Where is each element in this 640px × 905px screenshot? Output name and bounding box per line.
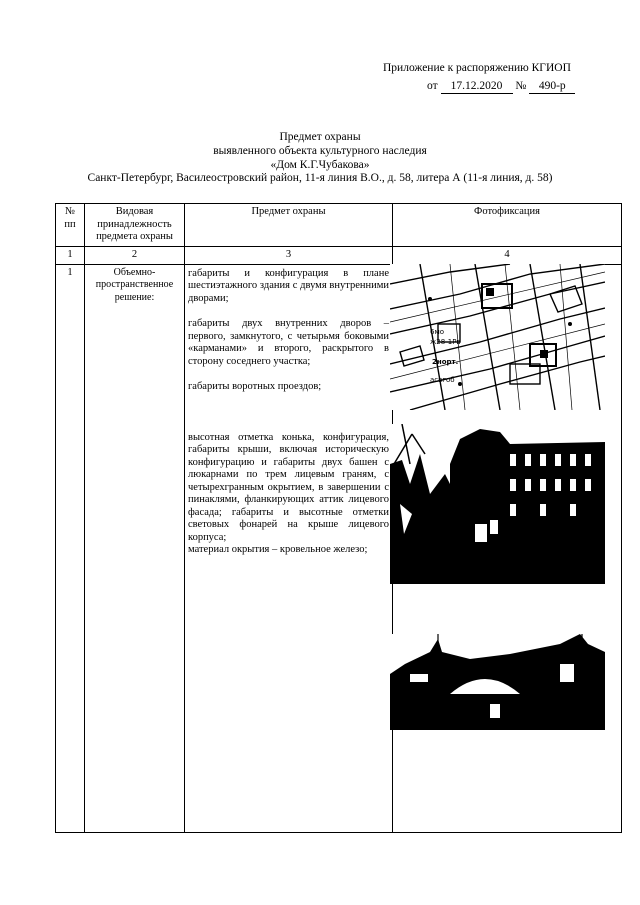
col-num-4: 4 [393, 247, 622, 265]
header-subject: Предмет охраны [185, 204, 393, 247]
map-label-1: 6мо [430, 328, 445, 336]
table-number-row [56, 247, 622, 265]
number-label: № [515, 80, 527, 92]
row-num: 1 [56, 264, 85, 832]
row-type: Объемно-пространственное решение: [85, 264, 185, 832]
order-number: 490-р [529, 80, 575, 94]
doc-title-2: выявленного объекта культурного наследия [213, 145, 427, 157]
header-num: № пп [56, 204, 85, 247]
from-label: от [427, 80, 438, 92]
row-subject [185, 264, 393, 832]
appendix-label: Приложение к распоряжению КГИОП [383, 62, 571, 74]
facade-photo [390, 424, 605, 584]
doc-address: Санкт-Петербург, Василеостровский район, 11-я линия В.О., д. 58, литера А (11-я линия, д. 58) [87, 172, 553, 184]
doc-title-1: Предмет охраны [279, 131, 361, 143]
subject-para-5: материал окрытия – кровельное железо; [188, 544, 368, 555]
subject-para-2: габариты двух внутренних дворов – первого, замкнутого, с четырьмя боковыми «карманами» и второго, раскрытого в сторону соседнего участка; [188, 318, 389, 367]
map-label-3: 2норт. [432, 358, 459, 366]
header-type: Видовая принадлежность предмета охраны [85, 204, 185, 247]
table-header-row [56, 204, 622, 247]
order-date: 17.12.2020 [441, 80, 513, 94]
subject-para-3: габариты воротных проездов; [188, 381, 322, 392]
col-num-1: 1 [56, 247, 85, 265]
map-label-4: асвгоб [430, 376, 455, 384]
header-photo: Фотофиксация [393, 204, 622, 247]
col-num-3: 3 [185, 247, 393, 265]
subject-para-4: высотная отметка конька, конфигурация, габариты крыши, включая историческую конфигурацию и габариты двух башен с люкарнами по трем лицевым граням, с четырехгранным окрытием, в завершении с пинаклями, фланкирующих аттик лицевого фасада; габариты и высотные отметки световых фонарей на крыше лицевого корпуса; [188, 431, 389, 543]
subject-para-1: габариты и конфигурация в плане шестиэтажного здания с двумя внутренними дворами; [188, 267, 389, 304]
doc-title-3: «Дом К.Г.Чубакова» [270, 159, 370, 171]
cadastral-map-image [390, 264, 605, 410]
map-label-2: ж28-1Рв [430, 338, 461, 346]
order-ref [427, 80, 575, 94]
roof-tower-photo [390, 634, 605, 730]
col-num-2: 2 [85, 247, 185, 265]
